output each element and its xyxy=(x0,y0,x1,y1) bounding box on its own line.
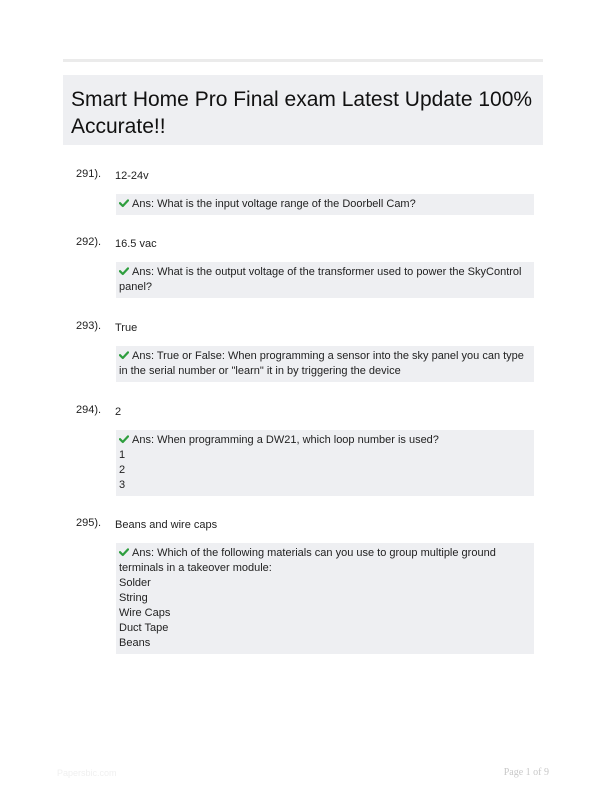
option-3: Wire Caps xyxy=(119,607,171,619)
question-text: Ans: Which of the following materials can you use to group multiple ground terminals in a takeover module: xyxy=(119,547,496,574)
option-4: Duct Tape xyxy=(119,622,169,634)
option-5: Beans xyxy=(119,637,151,649)
question-box xyxy=(116,543,534,654)
item-number: 293). xyxy=(76,320,102,332)
option-3: 3 xyxy=(119,479,126,491)
option-2: String xyxy=(119,592,148,604)
option-1: 1 xyxy=(119,449,126,461)
question-box xyxy=(116,346,534,382)
footer-watermark: Papersbic.com xyxy=(57,768,117,778)
question-text: Ans: What is the input voltage range of the Doorbell Cam? xyxy=(132,198,416,210)
checkmark-icon xyxy=(119,266,129,276)
option-1: Solder xyxy=(119,577,151,589)
title-banner xyxy=(63,75,543,145)
question-text: Ans: When programming a DW21, which loop number is used? xyxy=(132,434,439,446)
option-2: 2 xyxy=(119,464,126,476)
question-box xyxy=(116,430,534,496)
answer-text: 16.5 vac xyxy=(115,238,157,250)
question-text: Ans: True or False: When programming a sensor into the sky panel you can type in the serial number or "learn" it in by triggering the device xyxy=(119,350,524,377)
checkmark-icon xyxy=(119,434,129,444)
question-text: Ans: What is the output voltage of the transformer used to power the SkyControl panel? xyxy=(119,266,522,293)
answer-text: Beans and wire caps xyxy=(115,519,218,531)
item-number: 291). xyxy=(76,168,102,180)
question-box xyxy=(116,262,534,298)
question-box xyxy=(116,194,534,215)
item-number: 292). xyxy=(76,236,102,248)
checkmark-icon xyxy=(119,350,129,360)
page-number: Page 1 of 9 xyxy=(503,767,549,778)
checkmark-icon xyxy=(119,547,129,557)
item-number: 294). xyxy=(76,404,102,416)
top-divider xyxy=(63,59,543,62)
answer-text: 12-24v xyxy=(115,170,149,182)
item-number: 295). xyxy=(76,517,102,529)
checkmark-icon xyxy=(119,198,129,208)
answer-text: True xyxy=(115,322,138,334)
document-title: Smart Home Pro Final exam Latest Update 100% Accurate!! xyxy=(71,88,533,138)
answer-text: 2 xyxy=(115,406,122,418)
